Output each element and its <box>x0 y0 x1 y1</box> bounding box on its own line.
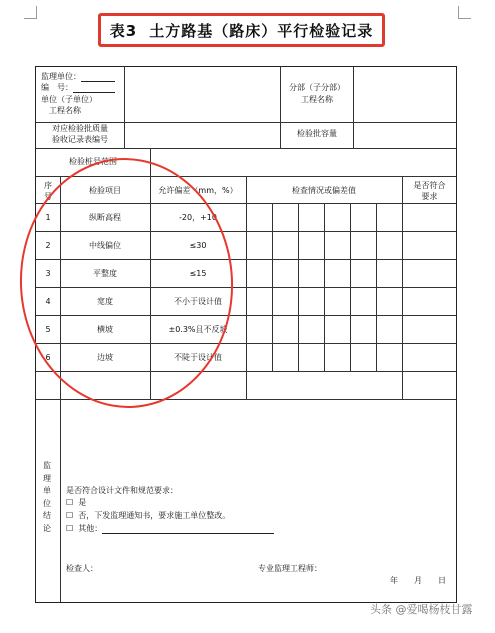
engineer-label: 专业监理工程师： <box>258 564 322 573</box>
row-tolerance: ≤15 <box>189 269 207 278</box>
unit-name-label: 工程名称 <box>49 106 81 115</box>
col-divider <box>150 148 151 176</box>
row-no: 4 <box>45 297 51 306</box>
row-no: 6 <box>45 353 51 362</box>
row-item: 纵断高程 <box>89 213 121 222</box>
col-divider <box>298 203 299 371</box>
conformity-question: 是否符合设计文件和规范要求： <box>66 486 178 495</box>
page-corner-mark <box>458 6 471 19</box>
col-divider <box>60 176 61 399</box>
row-tolerance: -20，+10 <box>179 213 217 222</box>
row-no: 1 <box>45 213 51 222</box>
unit-label: 单位（子单位） <box>41 95 97 104</box>
row-divider <box>36 399 456 400</box>
row-tolerance: 不小于设计值 <box>174 297 222 306</box>
col-divider <box>324 203 325 371</box>
batch-record-label-1: 对应检验批质量 <box>52 124 108 133</box>
checkbox-icon[interactable]: ☐ <box>66 498 74 507</box>
row-divider <box>36 148 456 149</box>
title-text: 土方路基（路床）平行检验记录 <box>149 21 374 40</box>
subunit-name-label: 工程名称 <box>301 95 333 104</box>
row-tolerance: ≤30 <box>189 241 207 250</box>
col-conform-header: 要求 <box>421 192 438 201</box>
row-no: 5 <box>45 325 51 334</box>
page-corner-mark <box>24 6 37 19</box>
row-tolerance: ±0.3%且不反坡 <box>168 325 228 334</box>
col-divider <box>150 176 151 399</box>
supervisor-conclusion-label: 监 理 单 位 结 论 <box>43 461 51 533</box>
col-divider <box>353 67 354 122</box>
row-tolerance: 不陡于设计值 <box>174 353 222 362</box>
col-divider <box>280 67 281 122</box>
checkbox-icon[interactable]: ☐ <box>66 511 74 520</box>
col-divider <box>280 122 281 148</box>
row-item: 边坡 <box>97 353 113 362</box>
col-divider <box>272 203 273 371</box>
watermark: 头条 @爱喝杨枝甘露 <box>370 603 473 616</box>
col-no-header: 序 <box>44 181 52 190</box>
row-item: 横坡 <box>97 325 113 334</box>
col-divider <box>60 399 61 602</box>
option-other[interactable]: ☐ 其他： <box>66 523 274 534</box>
table-number: 表3 <box>109 21 138 40</box>
option-no[interactable]: ☐ 否，下发监理通知书，要求施工单位整改。 <box>66 511 231 520</box>
serial-no-label: 编 号： <box>41 82 115 93</box>
row-no: 3 <box>45 269 51 278</box>
checker-label: 检查人： <box>66 564 98 573</box>
col-divider <box>350 203 351 371</box>
supervisor-unit-label: 监理单位： <box>41 71 115 82</box>
col-divider <box>353 122 354 148</box>
subunit-label: 分部（子分部） <box>289 83 345 92</box>
col-divider <box>376 203 377 371</box>
col-tolerance-header: 允许偏差（mm，%） <box>158 186 238 195</box>
row-item: 平整度 <box>93 269 117 278</box>
col-conform-header: 是否符合 <box>413 181 446 190</box>
checkbox-icon[interactable]: ☐ <box>66 524 74 533</box>
batch-capacity-label: 检验批容量 <box>297 129 337 138</box>
document-title <box>98 13 385 47</box>
col-divider <box>246 176 247 399</box>
date-label: 年 月 日 <box>390 576 446 585</box>
col-item-header: 检验项目 <box>89 186 121 195</box>
batch-record-label-2: 验收记录表编号 <box>52 135 108 144</box>
col-divider <box>124 67 125 122</box>
option-yes[interactable]: ☐ 是 <box>66 498 87 507</box>
col-no-header: 号 <box>44 192 52 201</box>
col-check-header: 检查情况或偏差值 <box>292 186 356 195</box>
col-divider <box>124 122 125 148</box>
row-item: 中线偏位 <box>89 241 121 250</box>
row-item: 宽度 <box>97 297 113 306</box>
col-divider <box>402 176 403 399</box>
station-range-label: 检验桩号范围 <box>69 157 117 166</box>
row-no: 2 <box>45 241 51 250</box>
